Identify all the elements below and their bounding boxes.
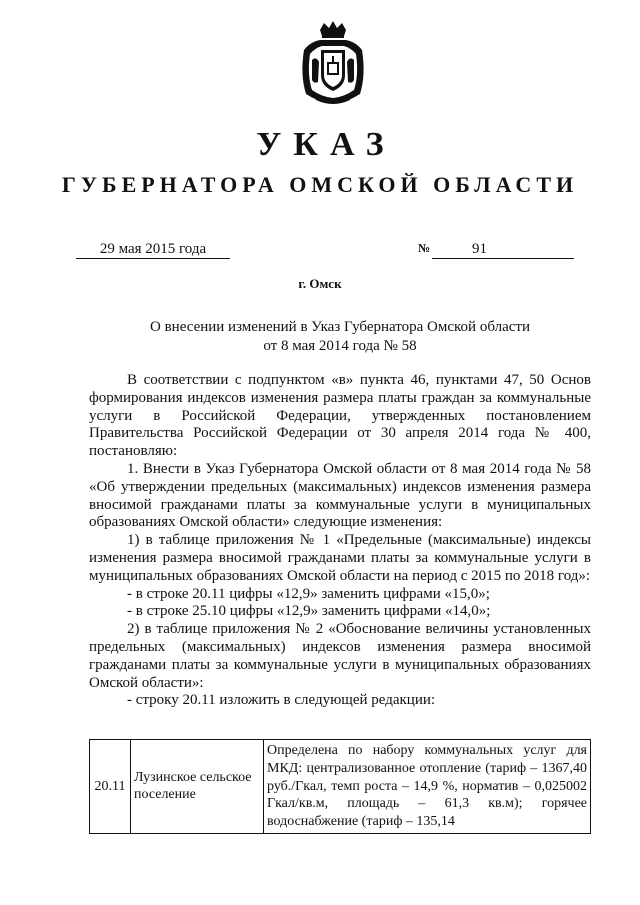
decree-subject bbox=[100, 318, 580, 356]
decree-title: УКАЗ bbox=[256, 126, 396, 163]
paragraph-row-2510: - в строке 25.10 цифры «12,9» заменить цифрами «14,0»; bbox=[127, 603, 491, 620]
decree-date: 29 мая 2015 года bbox=[76, 240, 230, 259]
subject-line-2: от 8 мая 2014 года № 58 bbox=[263, 338, 417, 354]
decree-number: 91 bbox=[432, 240, 574, 259]
amendment-table bbox=[89, 739, 591, 834]
description-cell: Определена по набору коммунальных услуг для МКД: централизованное отопление (тариф – 1367,40 руб./Гкал, темп роста – 14,9 %, норматив – 0,025002 Гкал/кв.м, площадь – 61,3 кв.м); горячее водоснабжение (тариф – 135,14 bbox=[264, 740, 591, 834]
decree-body bbox=[89, 372, 591, 710]
table-row bbox=[90, 740, 591, 834]
settlement-cell: Лузинское сельское поселение bbox=[131, 740, 264, 834]
decree-issuer: ГУБЕРНАТОРА ОМСКОЙ ОБЛАСТИ bbox=[61, 172, 579, 197]
number-label: № bbox=[418, 241, 431, 255]
paragraph-subitem-1: 1) в таблице приложения № 1 «Предельные (максимальные) индексы изменения размера вносимой гражданами платы за коммунальные услуги в муниципальных образованиях Омской области на период с 2015 по 2018 год»: bbox=[89, 532, 591, 584]
city-label: г. Омск bbox=[298, 276, 342, 291]
paragraph-row-2011: - в строке 20.11 цифры «12,9» заменить цифрами «15,0»; bbox=[127, 585, 490, 602]
paragraph-preamble: В соответствии с подпунктом «в» пункта 46, пунктами 47, 50 Основ формирования индексов изменения размера платы граждан за коммунальные услуги в Российской Федерации, утвержденных постановлением Правительства Российской Федерации от 30 апреля 2014 года № 400, постановляю: bbox=[89, 372, 591, 460]
coat-of-arms-icon bbox=[296, 20, 370, 106]
paragraph-subitem-2: 2) в таблице приложения № 2 «Обоснование величины установленных предельных (максимальных) индексов изменения размера вносимой гражданами платы за коммунальные услуги в муниципальных образованиях Омской области»: bbox=[89, 621, 591, 691]
subject-line-1: О внесении изменений в Указ Губернатора Омской области bbox=[150, 319, 530, 335]
row-number-cell: 20.11 bbox=[90, 740, 131, 834]
paragraph-item-1: 1. Внести в Указ Губернатора Омской области от 8 мая 2014 года № 58 «Об утверждении предельных (максимальных) индексов изменения размера вносимой гражданами платы за коммунальные услуги в муниципальных образованиях Омской области» следующие изменения: bbox=[89, 460, 591, 531]
paragraph-row-2011-edit: - строку 20.11 изложить в следующей редакции: bbox=[127, 692, 436, 709]
